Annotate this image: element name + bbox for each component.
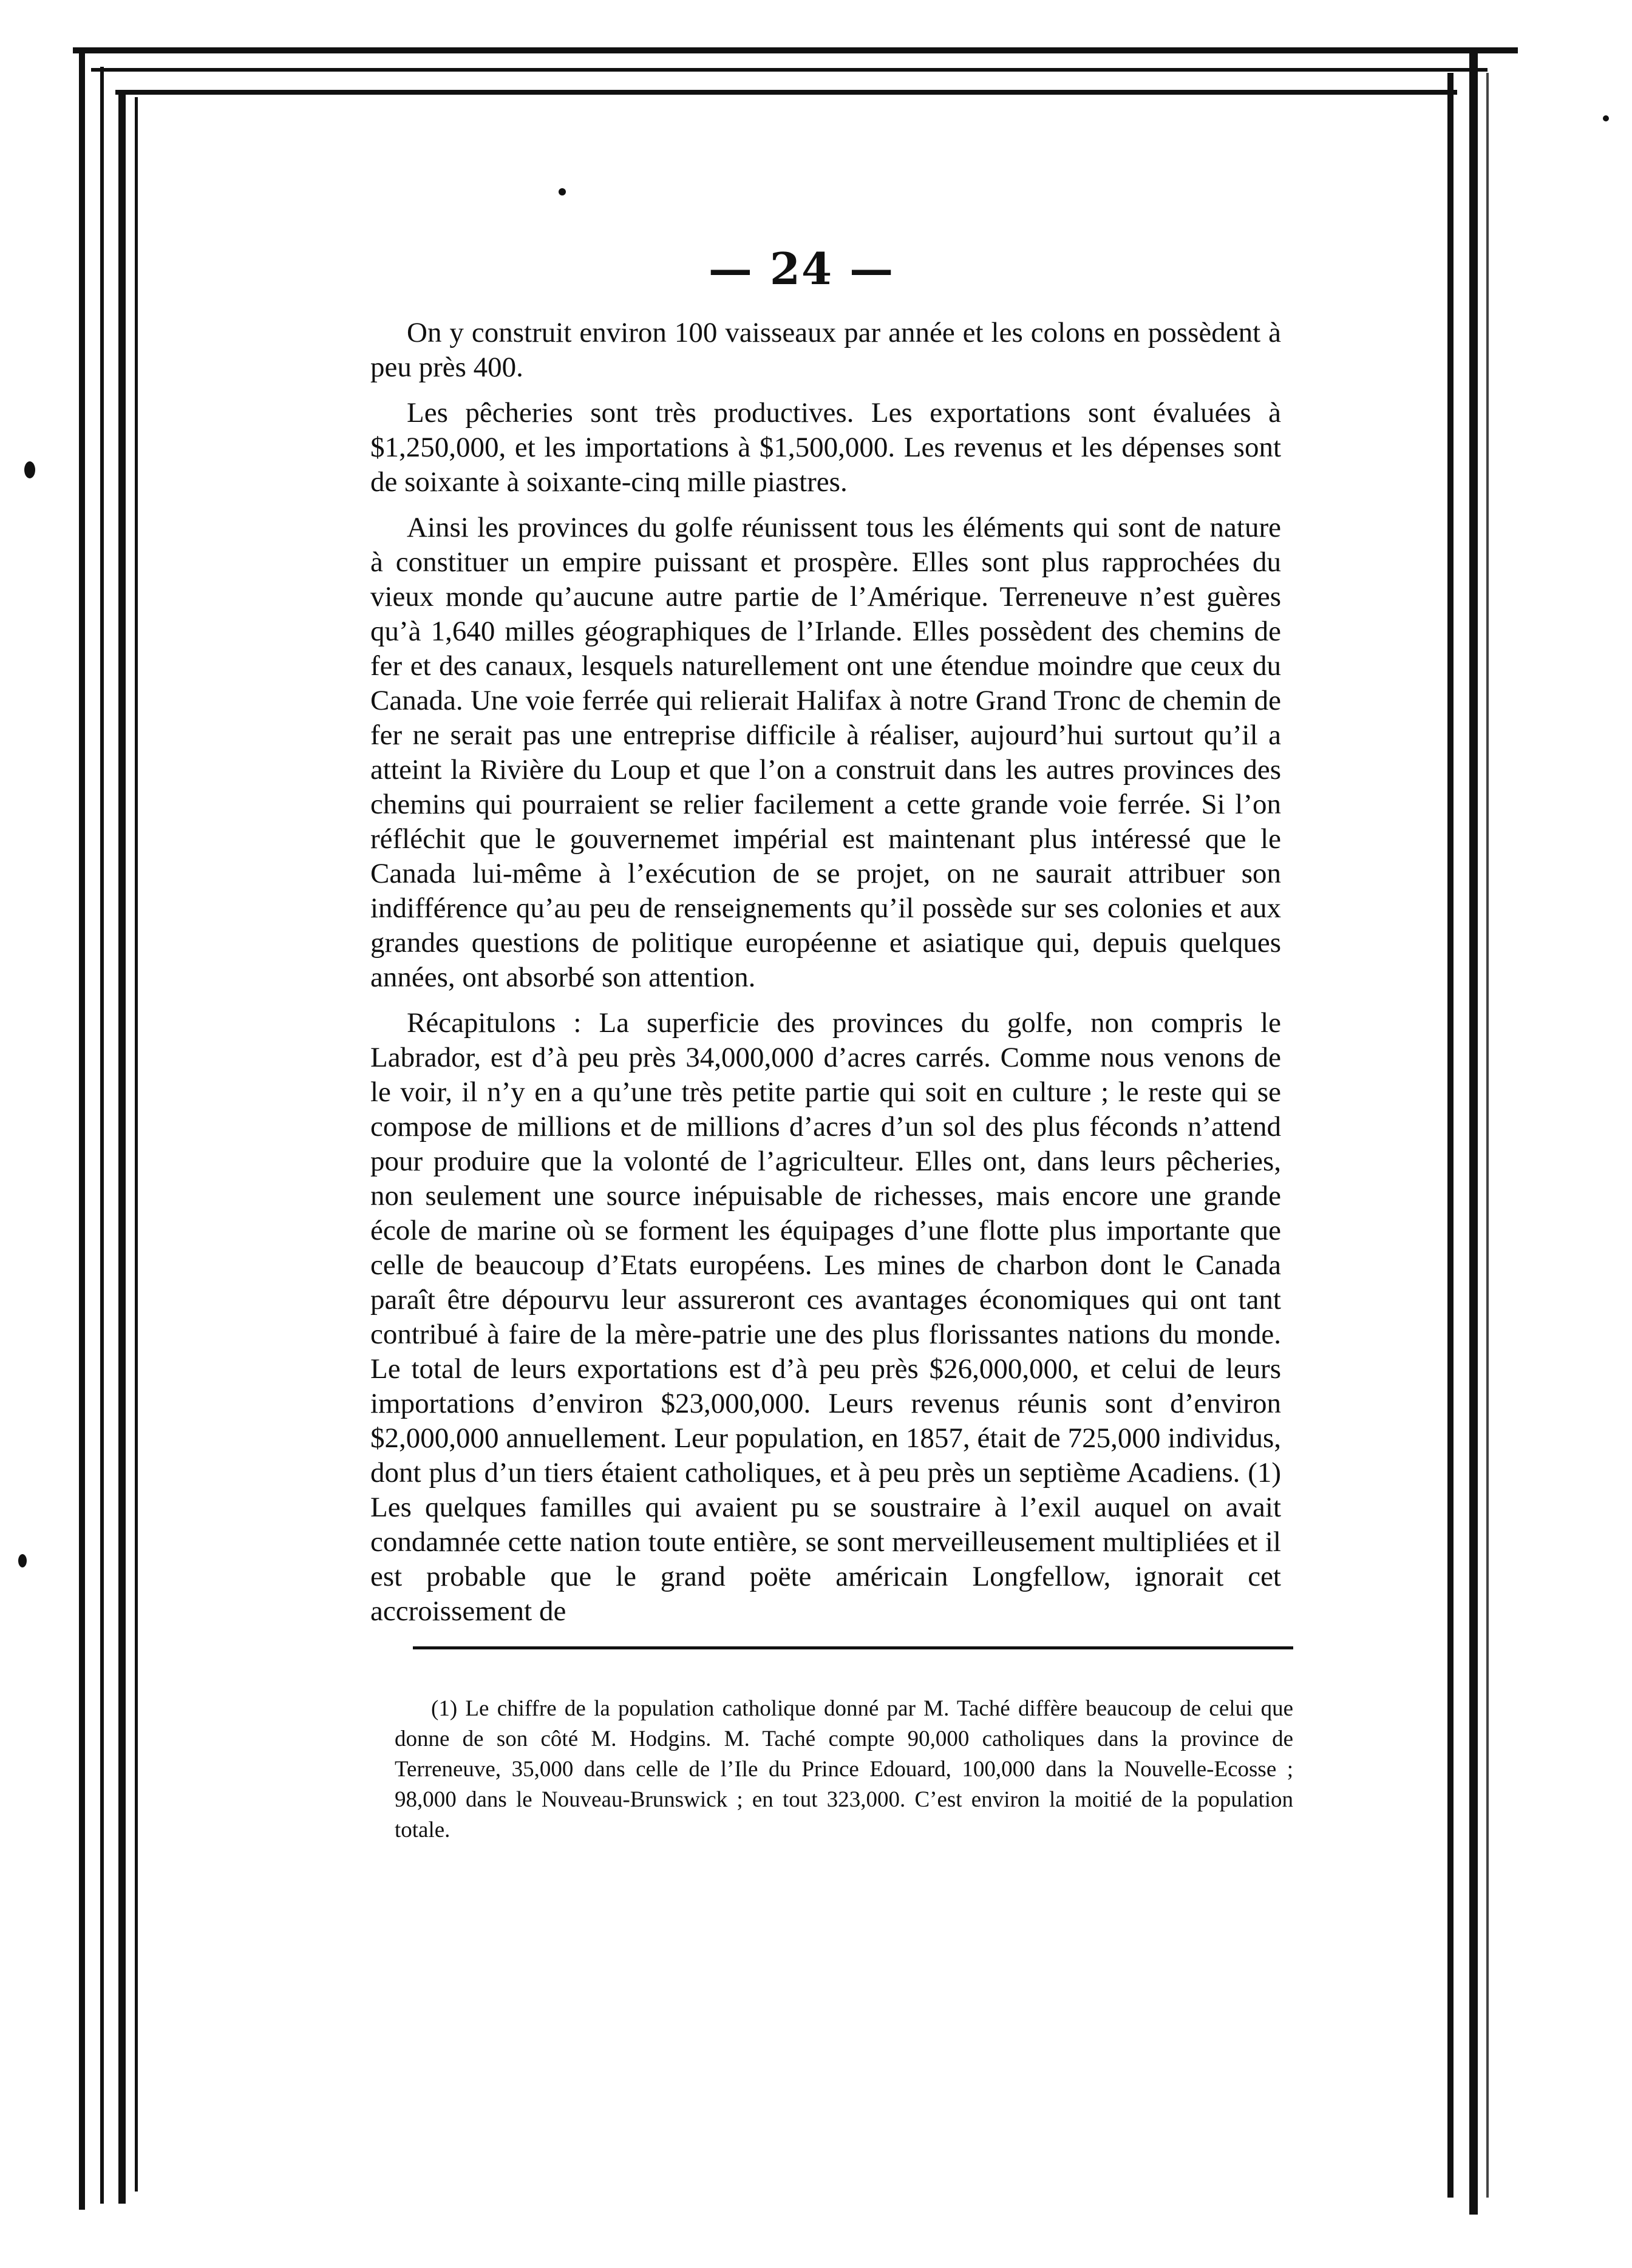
page-number: — 24 — <box>708 243 895 294</box>
ink-speck <box>1603 115 1609 121</box>
ink-speck <box>24 461 35 478</box>
footnote <box>395 1694 1293 1845</box>
page-edge-right-1 <box>1447 73 1453 2198</box>
page-edge-left-2 <box>100 67 104 2204</box>
footnote-text: (1) Le chiffre de la population catholique donné par M. Taché diffère beaucoup de celui que donne de son côté M. Hodgins. M. Taché compte 90,000 catholiques dans la province de Terreneuve, 35,000 dans celle de l’Ile du Prince Edouard, 100,000 dans la Nouvelle-Ecosse ; 98,000 dans le Nouveau-Brunswick ; en tout 323,000. C’est environ la moitié de la population totale. <box>395 1696 1293 1842</box>
page-edge-left-4 <box>135 97 138 2192</box>
paragraph: On y construit environ 100 vaisseaux par année et les colons en possèdent à peu près 400. <box>370 317 1281 383</box>
ink-speck <box>18 1554 27 1567</box>
ink-speck <box>559 188 566 195</box>
page-edge-top-inner <box>115 90 1457 95</box>
footnote-divider <box>413 1646 1293 1649</box>
page-edge-top-outer <box>73 47 1518 53</box>
page-edge-right-shadow <box>1486 73 1489 2198</box>
page-edge-top-middle <box>91 68 1487 72</box>
page-edge-left-1 <box>79 49 85 2210</box>
body-text <box>370 316 1281 1640</box>
page-edge-left-3 <box>118 91 126 2204</box>
paragraph: Ainsi les provinces du golfe réunissent tous les éléments qui sont de nature à constituer un empire puissant et prospère. Elles sont plus rapprochées du vieux monde qu’aucune autre partie de l’Amérique. Terreneuve n’est guères qu’à 1,640 milles géographiques de l’Irlande. Elles possèdent des chemins de fer et des canaux, lesquels naturellement ont une étendue moindre que ceux du Canada. Une voie ferrée qui relierait Halifax à notre Grand Tronc de chemin de fer ne serait pas une entreprise difficile à réaliser, aujourd’hui surtout qu’il a atteint la Rivière du Loup et que l’on a construit dans les autres provinces des chemins qui pourraient se relier facilement a cette grande voie ferrée. Si l’on réfléchit que le gouvernemet impérial est maintenant plus intéressé que le Canada lui-même à l’exécution de se projet, on ne saurait attribuer son indifférence qu’au peu de renseignements qu’il possède sur ses colonies et aux grandes questions de politique européenne et asiatique qui, depuis quelques années, ont absorbé son attention. <box>370 512 1281 993</box>
page-edge-right-2 <box>1469 53 1478 2215</box>
paragraph: Les pêcheries sont très productives. Les exportations sont évaluées à $1,250,000, et les importations à $1,500,000. Les revenus et les dépenses sont de soixante à soixante-cinq mille piastres. <box>370 397 1281 498</box>
paragraph: Récapitulons : La superficie des provinces du golfe, non compris le Labrador, est d’à peu près 34,000,000 d’acres carrés. Comme nous venons de le voir, il n’y en a qu’une très petite partie qui soit en culture ; le reste qui se compose de millions et de millions d’acres d’un sol des plus féconds n’attend pour produire que la volonté de l’agriculteur. Elles ont, dans leurs pêcheries, non seulement une source inépuisable de richesses, mais encore une grande école de marine où se forment les équipages d’une flotte plus importante que celle de beaucoup d’Etats européens. Les mines de charbon dont le Canada paraît être dépourvu leur assureront ces avantages économiques qui ont tant contribué à faire de la mère-patrie une des plus florissantes nations du monde. Le total de leurs exportations est d’à peu près $26,000,000, et celui de leurs importations d’environ $23,000,000. Leurs revenus réunis sont d’environ $2,000,000 annuellement. Leur population, en 1857, était de 725,000 individus, dont plus d’un tiers étaient catholiques, et à peu près un septième Acadiens. (1) Les quelques familles qui avaient pu se soustraire à l’exil auquel on avait condamnée cette nation toute entière, se sont merveilleusement multipliées et il est probable que le grand poëte américain Longfellow, ignorait cet accroissement de <box>370 1007 1281 1627</box>
